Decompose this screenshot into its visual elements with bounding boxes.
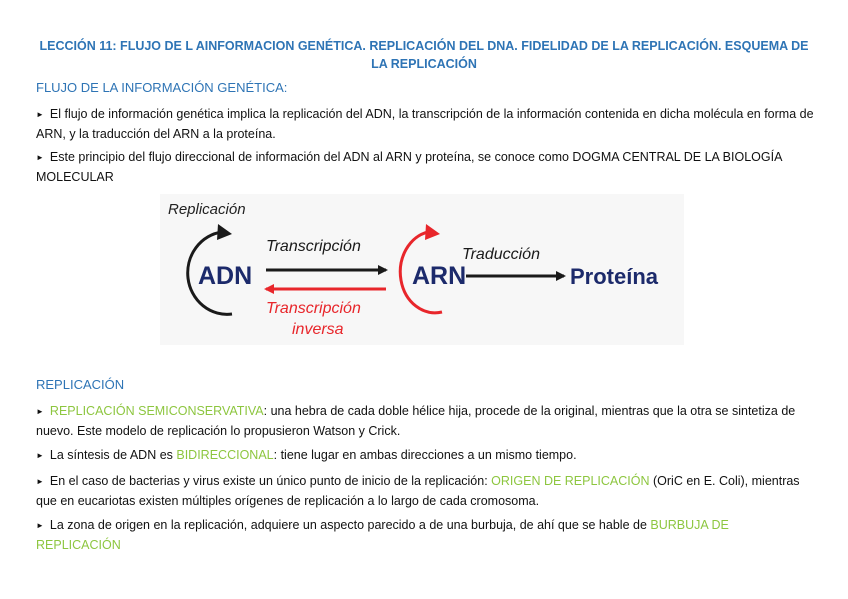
replicacion-loop-head — [217, 224, 232, 240]
lesson-title: LECCIÓN 11: FLUJO DE L AINFORMACION GENÉTICA. REPLICACIÓN DEL DNA. FIDELIDAD DE LA REPLICACIÓN. ESQUEMA DE LA REPLICACIÓN — [39, 39, 809, 71]
paragraph-flujo-2: ► Este principio del flujo direccional de información del ADN al ARN y proteína, se conoce como DOGMA CENTRAL DE LA BIOLOGÍA MOLECULAR — [36, 150, 782, 184]
section-heading-flujo: FLUJO DE LA INFORMACIÓN GENÉTICA: — [36, 80, 288, 95]
highlight-semiconservativa: REPLICACIÓN SEMICONSERVATIVA — [49, 404, 264, 418]
highlight-bidireccional: BIDIRECCIONAL — [176, 448, 274, 462]
central-dogma-diagram — [160, 194, 684, 345]
arn-loop-head — [425, 224, 440, 240]
paragraph-replicacion-1: ► REPLICACIÓN SEMICONSERVATIVA: una hebra de cada doble hélice hija, procede de la original, mientras que la otra se sintetiza de nuevo. Este modelo de replicación lo propusieron Watson y Crick. — [36, 404, 796, 438]
highlight-origen: ORIGEN DE REPLICACIÓN — [491, 474, 650, 488]
bullet-icon: ► — [36, 477, 44, 486]
paragraph-replicacion-4: ► La zona de origen en la replicación, adquiere un aspecto parecido a de una burbuja, de ahí que se hable de BURBUJA DE REPLICACIÓN — [36, 518, 729, 552]
bullet-icon: ► — [36, 153, 44, 162]
highlight-burbuja: BURBUJA DE REPLICACIÓN — [36, 518, 729, 552]
replicacion-label: Replicación — [168, 201, 246, 218]
section-heading-replicacion: REPLICACIÓN — [36, 377, 125, 392]
adn-label: ADN — [198, 262, 253, 290]
paragraph-replicacion-3: ► En el caso de bacterias y virus existe un único punto de inicio de la replicación: ORIGEN DE REPLICACIÓN (OriC en E. Coli), mientras que en eucariotas existen múltiples orígenes de replicación a lo largo de cada cromosoma. — [36, 474, 800, 508]
bullet-icon: ► — [36, 407, 44, 416]
bullet-icon: ► — [36, 521, 44, 530]
traduccion-label: Traducción — [462, 246, 540, 263]
paragraph-replicacion-2: ► La síntesis de ADN es BIDIRECCIONAL: tiene lugar en ambas direcciones a un mismo tiempo. — [36, 448, 577, 462]
bullet-icon: ► — [36, 110, 44, 119]
transcripcion-inversa-label-2: inversa — [292, 321, 344, 338]
bullet-icon: ► — [36, 451, 44, 460]
transcripcion-inversa-label-1: Transcripción — [266, 300, 361, 317]
transcripcion-label: Transcripción — [266, 238, 361, 255]
proteina-label: Proteína — [570, 264, 659, 289]
arn-label: ARN — [412, 262, 467, 290]
paragraph-flujo-1: ► El flujo de información genética implica la replicación del ADN, la transcripción de la información contenida en dicha molécula en forma de ARN, y la traducción del ARN a la proteína. — [36, 107, 814, 141]
